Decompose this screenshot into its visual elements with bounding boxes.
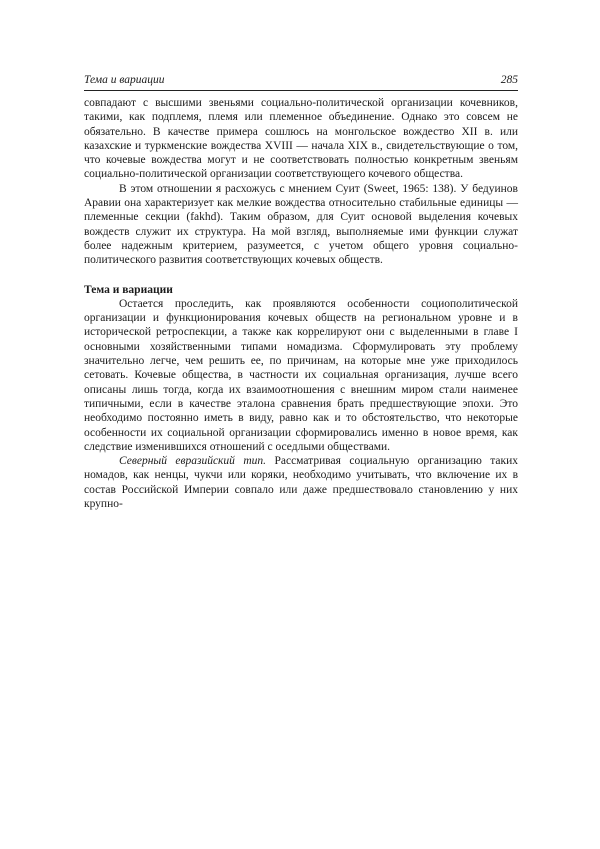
running-title: Тема и вариации <box>84 74 165 86</box>
body-text <box>84 96 518 511</box>
paragraph-2: В этом отношении я расхожусь с мнением Суит (Sweet, 1965: 138). У бедуинов Аравии она характеризует как мелкие вождества относительно стабильные единицы — племенные секции (fakhd). Таким образом, для Суит основой выделения кочевых вождеств служит их структура. На мой взгляд, выполняемые ими функции служат более надежным критерием, разумеется, с учетом общего уровня социально-политического развития соответствующих кочевых обществ. <box>84 182 518 267</box>
page-number: 285 <box>500 74 518 86</box>
running-header <box>84 73 518 87</box>
header-rule <box>84 90 518 91</box>
paragraph-3: Остается проследить, как проявляются особенности социополитической организации и функционирования кочевых обществ на региональном уровне и в исторической ретроспекции, а также как коррелируют они с выделенными в главе I основными хозяйственными типами номадизма. Сформулировать эту проблему значительно легче, чем решить ее, по причинам, на которые мне уже приходилось сетовать. Кочевые общества, в частности их социальная организация, лучше всего описаны лишь тогда, когда их взаимоотношения с внешним миром стали наименее типичными, если в качестве эталона сравнения брать предшествующие эпохи. Это необходимо постоянно иметь в виду, равно как и то обстоятельство, что некоторые особенности их социальной организации сформировались именно в новое время, как следствие изменившихся отношений с оседлыми обществами. <box>84 297 518 453</box>
paragraph-4 <box>84 454 518 511</box>
paragraph-4-lead: Северный евразийский тип. <box>119 455 267 468</box>
section-gap <box>84 268 518 283</box>
section-heading: Тема и вариации <box>84 283 173 296</box>
paragraph-4-text: Рассматривая социальную организацию таких номадов, как ненцы, чукчи или коряки, необходимо учитывать, что включение их в состав Российской Империи совпало или даже предшествовало становлению у них крупно- <box>84 455 518 511</box>
paragraph-1: совпадают с высшими звеньями социально-политической организации кочевников, такими, как подплемя, племя или племенное объединение. Однако это совсем не обязательно. В качестве примера сошлюсь на монгольское вождество XII в. или казахские и туркменские вождества XVIII — начала XIX в., свидетельствующие о том, что кочевые вождества могут и не соответствовать полностью конкретным звеньям социально-политической организации соответствующего кочевого общества. <box>84 97 518 181</box>
